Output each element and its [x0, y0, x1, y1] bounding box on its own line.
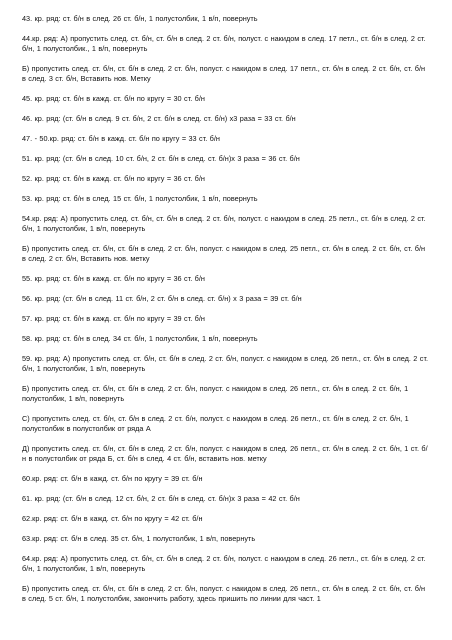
row-45-instruction: 45. кр. ряд: ст. б/н в кажд. ст. б/н по кругу = 30 ст. б/н	[22, 94, 205, 103]
row-59c-instruction: С) пропустить след. ст. б/н, ст. б/н в след. 2 ст. б/н, полуст. с накидом в след. 26 петл., ст. б/н в след. 2 ст. б/н, 1 полустолбик в полустолбик от ряда А	[22, 414, 409, 433]
row-53-instruction: 53. кр. ряд: ст. б/н в след. 15 ст. б/н, 1 полустолбик, 1 в/п, повернуть	[22, 194, 258, 203]
row-57-instruction: 57. кр. ряд: ст. б/н в кажд. ст. б/н по кругу = 39 ст. б/н	[22, 314, 205, 323]
row-46-instruction: 46. кр. ряд: (ст. б/н в след. 9 ст. б/н, 2 ст. б/н в след. ст. б/н) x3 раза = 33 ст. б/н	[22, 114, 296, 123]
row-51-instruction: 51. кр. ряд: (ст. б/н в след. 10 ст. б/н, 2 ст. б/н в след. ст. б/н)х 3 раза = 36 ст. б/н	[22, 154, 300, 163]
row-56-instruction: 56. кр. ряд: (ст. б/н в след. 11 ст. б/н, 2 ст. б/н в след. ст. б/н) х 3 раза = 39 ст. б/н	[22, 294, 302, 303]
row-64a-instruction: 64.кр. ряд: А) пропустить след. ст. б/н, ст. б/н в след. 2 ст. б/н, полуст. с накидом в след. 26 петл., ст. б/н в след. 2 ст. б/н, 1 полустолбик, 1 в/п, повернуть	[22, 554, 426, 573]
row-58-instruction: 58. кр. ряд: ст. б/н в след. 34 ст. б/н, 1 полустолбик, 1 в/п, повернуть	[22, 334, 258, 343]
row-63-instruction: 63.кр. ряд: ст. б/н в след. 35 ст. б/н, 1 полустолбик, 1 в/п, повернуть	[22, 534, 256, 543]
row-47-50-instruction: 47. - 50.кр. ряд: ст. б/н в кажд. ст. б/н по кругу = 33 ст. б/н	[22, 134, 220, 143]
row-59a-instruction: 59. кр. ряд: А) пропустить след. ст. б/н, ст. б/н в след. 2 ст. б/н, полуст. с накидом в след. 26 петл., ст. б/н в след. 2 ст. б/н, 1 полустолбик, 1 в/п, повернуть	[22, 354, 429, 373]
row-59b-instruction: Б) пропустить след. ст. б/н, ст. б/н в след. 2 ст. б/н, полуст. с накидом в след. 26 петл., ст. б/н в след. 2 ст. б/н, 1 полустолбик, 1 в/п, повернуть	[22, 384, 409, 403]
row-55-instruction: 55. кр. ряд: ст. б/н в кажд. ст. б/н по кругу = 36 ст. б/н	[22, 274, 205, 283]
row-60-instruction: 60.кр. ряд: ст. б/н в кажд. ст. б/н по кругу = 39 ст. б/н	[22, 474, 203, 483]
row-43-instruction: 43. кр. ряд: ст. б/н в след. 26 ст. б/н, 1 полустолбик, 1 в/п, повернуть	[22, 14, 258, 23]
row-62-instruction: 62.кр. ряд: ст. б/н в кажд. ст. б/н по кругу = 42 ст. б/н	[22, 514, 203, 523]
row-54a-instruction: 54.кр. ряд: А) пропустить след. ст. б/н, ст. б/н в след. 2 ст. б/н, полуст. с накидом в след. 25 петл., ст. б/н в след. 2 ст. б/н, 1 полустолбик, 1 в/п, повернуть	[22, 214, 426, 233]
row-59d-instruction: Д) пропустить след. ст. б/н, ст. б/н в след. 2 ст. б/н, полуст. с накидом в след. 26 петл., ст. б/н в след. 2 ст. б/н, 1 ст. б/н в полустолбик от ряда Б, ст. б/н в след. 4 ст. б/н, вставить нов. метку	[22, 444, 428, 463]
row-54b-instruction: Б) пропустить след. ст. б/н, ст. б/н в след. 2 ст. б/н, полуст. с накидом в след. 25 петл., ст. б/н в след. 2 ст. б/н, ст. б/н в след. 2 ст. б/н, Вставить нов. метку	[22, 244, 426, 263]
row-44a-instruction: 44.кр. ряд: А) пропустить след. ст. б/н, ст. б/н в след. 2 ст. б/н, полуст. с накидом в след. 17 петл., ст. б/н в след. 2 ст. б/н, 1 полустолбик., 1 в/п, повернуть	[22, 34, 426, 53]
row-44b-instruction: Б) пропустить след. ст. б/н, ст. б/н в след. 2 ст. б/н, полуст. с накидом в след. 17 петл., ст. б/н в след. 2 ст. б/н, ст. б/н в след. 3 ст. б/н, Вставить нов. Метку	[22, 64, 426, 83]
row-61-instruction: 61. кр. ряд: (ст. б/н в след. 12 ст. б/н, 2 ст. б/н в след. ст. б/н)х 3 раза = 42 ст. б/н	[22, 494, 300, 503]
row-64b-instruction: Б) пропустить след. ст. б/н, ст. б/н в след. 2 ст. б/н, полуст. с накидом в след. 26 петл., ст. б/н в след. 2 ст. б/н, ст. б/н в след. 5 ст. б/н, 1 полустолбик, закончить работу, здесь пришить по линии для част. 1	[22, 584, 426, 603]
row-52-instruction: 52. кр. ряд: ст. б/н в кажд. ст. б/н по кругу = 36 ст. б/н	[22, 174, 205, 183]
